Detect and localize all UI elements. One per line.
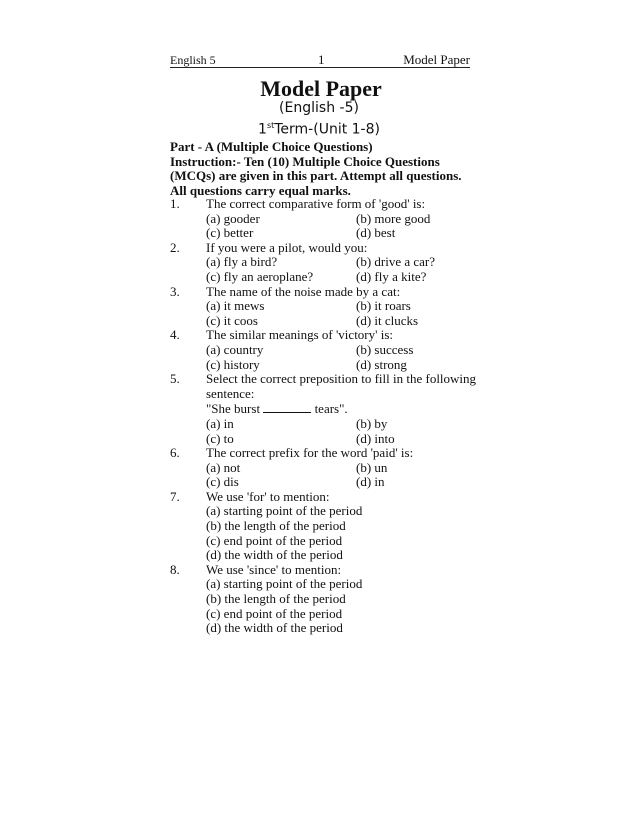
instruction-line-3: All questions carry equal marks. xyxy=(170,182,351,198)
header-rule xyxy=(170,67,470,68)
answer-option: (b) un xyxy=(356,459,388,475)
sentence-end: tears". xyxy=(311,401,348,417)
answer-option: (a) gooder xyxy=(206,210,260,226)
question-number: 7. xyxy=(170,488,180,504)
question-body xyxy=(206,197,480,241)
answer-option: (b) the length of the period xyxy=(206,518,346,534)
header-page-number: 1 xyxy=(318,52,325,67)
question-body xyxy=(206,241,480,285)
answer-option: (d) strong xyxy=(356,356,407,372)
answer-options xyxy=(206,255,480,284)
answer-option: (d) into xyxy=(356,430,395,446)
question-number: 8. xyxy=(170,561,180,577)
question-body xyxy=(206,563,480,636)
question-body xyxy=(206,446,480,490)
term-line xyxy=(0,121,638,138)
instruction-line-1: Instruction:- Ten (10) Multiple Choice Questions xyxy=(170,153,440,169)
question-item xyxy=(170,197,480,241)
question-number: 3. xyxy=(170,283,180,299)
question-body xyxy=(206,372,480,446)
question-text: The name of the noise made by a cat: xyxy=(206,283,401,299)
term-number: 1 xyxy=(258,121,267,138)
question-number: 2. xyxy=(170,239,180,255)
answer-option: (a) country xyxy=(206,341,264,357)
answer-option: (b) drive a car? xyxy=(356,254,436,270)
answer-options xyxy=(206,461,480,490)
question-text: The correct prefix for the word 'paid' is: xyxy=(206,445,414,461)
answer-option: (b) by xyxy=(356,415,388,431)
question-text: If you were a pilot, would you: xyxy=(206,239,368,255)
answer-option: (b) the length of the period xyxy=(206,591,346,607)
question-item xyxy=(170,372,480,446)
answer-option: (c) it coos xyxy=(206,312,258,328)
term-rest: Term-(Unit 1-8) xyxy=(274,121,380,138)
answer-option: (a) in xyxy=(206,415,234,431)
question-number: 6. xyxy=(170,445,180,461)
answer-option: (a) it mews xyxy=(206,298,265,314)
answer-option: (a) starting point of the period xyxy=(206,576,363,592)
answer-option: (c) history xyxy=(206,356,260,372)
answer-option: (c) fly an aeroplane? xyxy=(206,268,314,284)
page-header xyxy=(170,52,470,68)
answer-options xyxy=(206,417,480,446)
answer-option: (b) success xyxy=(356,341,414,357)
answer-option: (c) better xyxy=(206,225,254,241)
answer-options xyxy=(206,504,480,562)
answer-option: (c) end point of the period xyxy=(206,532,343,548)
answer-option: (d) it clucks xyxy=(356,312,419,328)
answer-option: (c) to xyxy=(206,430,234,446)
question-text: The correct comparative form of 'good' is: xyxy=(206,196,426,211)
question-item xyxy=(170,285,480,329)
answer-blank xyxy=(263,401,311,413)
question-number: 4. xyxy=(170,327,180,343)
answer-option: (a) starting point of the period xyxy=(206,503,363,519)
term-suffix: st xyxy=(266,121,275,130)
answer-option: (d) best xyxy=(356,225,396,241)
answer-option: (c) end point of the period xyxy=(206,605,343,621)
question-body xyxy=(206,285,480,329)
question-number: 5. xyxy=(170,371,180,387)
answer-options xyxy=(206,577,480,635)
question-item xyxy=(170,446,480,490)
page-title: Model Paper xyxy=(260,76,382,101)
question-number: 1. xyxy=(170,196,180,211)
part-heading: Part - A (Multiple Choice Questions) xyxy=(170,139,373,154)
header-subject: English 5 xyxy=(170,53,216,67)
fill-in-sentence xyxy=(206,401,480,417)
question-item xyxy=(170,241,480,285)
answer-option: (d) the width of the period xyxy=(206,620,343,636)
answer-option: (b) more good xyxy=(356,210,431,226)
question-item xyxy=(170,563,480,636)
instructions xyxy=(170,140,470,198)
header-title: Model Paper xyxy=(403,52,470,67)
answer-option: (d) fly a kite? xyxy=(356,268,427,284)
question-text: Select the correct preposition to fill in the following sentence: xyxy=(206,371,477,401)
question-text: The similar meanings of 'victory' is: xyxy=(206,327,394,343)
answer-option: (a) not xyxy=(206,459,241,475)
answer-option: (b) it roars xyxy=(356,298,411,314)
answer-option: (d) in xyxy=(356,474,385,490)
answer-option: (a) fly a bird? xyxy=(206,254,278,270)
question-list xyxy=(170,197,480,636)
question-item xyxy=(170,328,480,372)
subtitle: (English -5) xyxy=(279,100,359,116)
question-text: We use 'since' to mention: xyxy=(206,561,342,577)
answer-option: (d) the width of the period xyxy=(206,547,343,563)
instruction-line-2: (MCQs) are given in this part. Attempt all questions. xyxy=(170,168,462,184)
question-body xyxy=(206,328,480,372)
answer-option: (c) dis xyxy=(206,474,239,490)
question-body xyxy=(206,490,480,563)
answer-options xyxy=(206,343,480,372)
sentence-start: "She burst xyxy=(206,401,264,417)
answer-options xyxy=(206,299,480,328)
question-item xyxy=(170,490,480,563)
question-text: We use 'for' to mention: xyxy=(206,488,330,504)
answer-options xyxy=(206,212,480,241)
